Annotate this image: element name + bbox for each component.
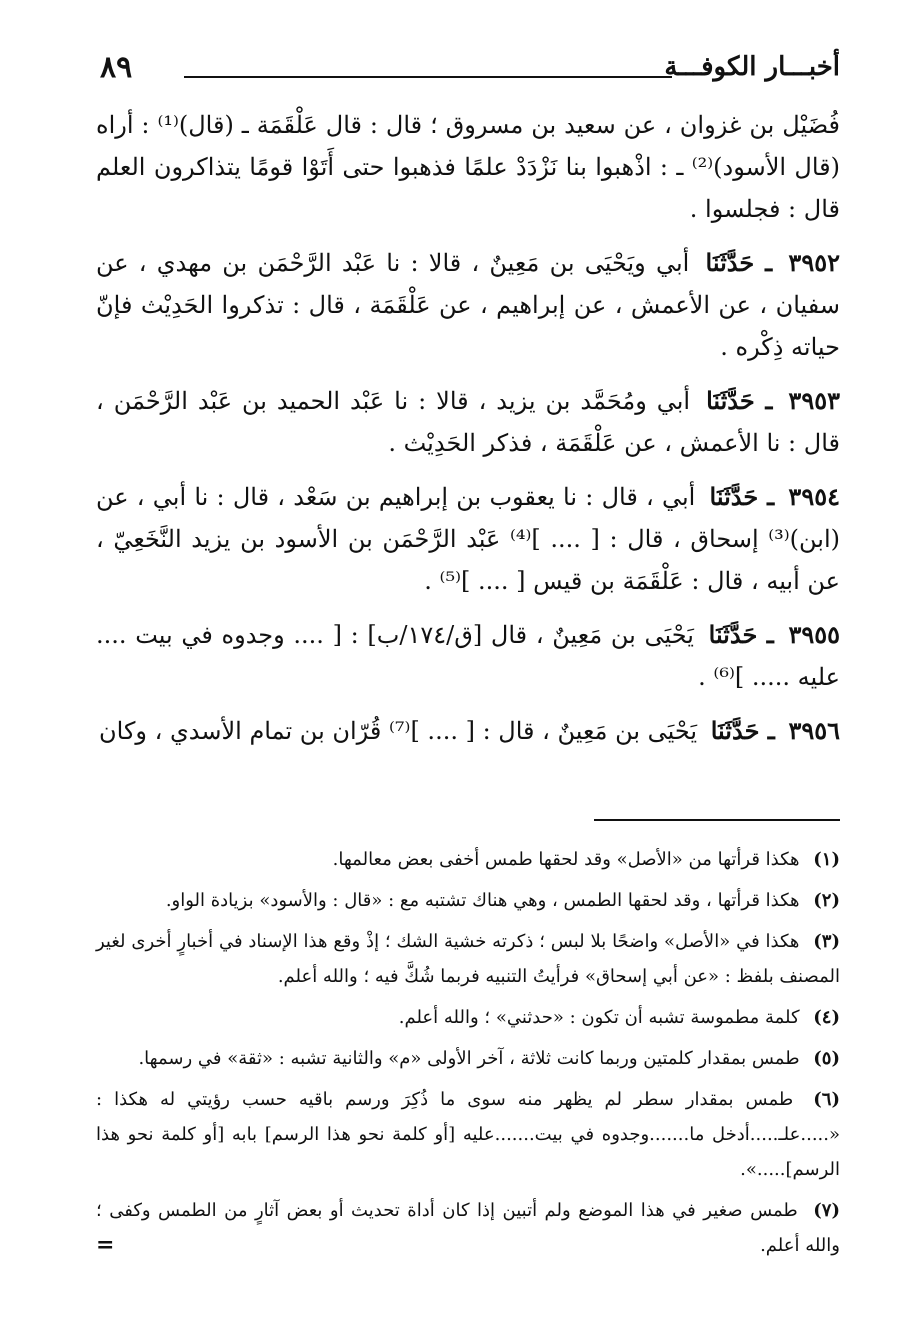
- footnote: [96, 883, 840, 918]
- main-text: [96, 104, 840, 764]
- footnote-number: (٦): [813, 1089, 840, 1110]
- hadith-number: ٣٩٥٣: [788, 386, 840, 415]
- footnote-number: (٧): [813, 1200, 840, 1221]
- hadith-3956: [96, 710, 840, 752]
- footnote-text: هكذا قرأتها ، وقد لحقها الطمس ، وهي هناك تشتبه مع : «قال : والأسود» بزيادة الواو.: [165, 890, 800, 911]
- footnote-number: (٤): [813, 1007, 840, 1028]
- footnote-number: (٥): [813, 1048, 840, 1069]
- hadith-keyword: ـ حَدَّثَنَا: [710, 716, 775, 745]
- footnote-text: طمس بمقدار كلمتين وربما كانت ثلاثة ، آخر الأولى «م» والثانية تشبه : «ثقة» في رسمها.: [138, 1048, 800, 1069]
- hadith-3953: [96, 380, 840, 464]
- footnote-text: طمس بمقدار سطر لم يظهر منه سوى ما ذُكِرَ ورسم باقيه حسب رؤيتي له هكذا : «.....علـ.....أدخل ما.......وجدوه في بيت.......عليه [أو كلمة نحو هذا الرسم] بابه [أو كلمة نحو هذا الرسم].....».: [96, 1089, 840, 1180]
- footnote-number: (١): [813, 849, 840, 870]
- page-number: ٨٩: [100, 50, 133, 85]
- hadith-number: ٣٩٥٥: [788, 620, 840, 649]
- footnote: [96, 842, 840, 877]
- running-title: أخبـــار الكوفـــة: [664, 52, 840, 82]
- hadith-text: أبي ومُحَمَّد بن يزيد ، قالا : نا عَبْد الحميد بن عَبْد الرَّحْمَن ، قال : نا الأعمش ، عن عَلْقَمَة ، فذكر الحَدِيْث .: [96, 387, 840, 457]
- footnote-text: هكذا قرأتها من «الأصل» وقد لحقها طمس أخفى بعض معالمها.: [332, 849, 800, 870]
- footnote-number: (٢): [813, 890, 840, 911]
- hadith-text: يَحْيَى بن مَعِينٌ ، قال : [ .... ]⁽⁷⁾ قُرّان بن تمام الأسدي ، وكان: [99, 717, 698, 745]
- hadith-text: أبي ويَحْيَى بن مَعِينٌ ، قالا : نا عَبْد الرَّحْمَن بن مهدي ، عن سفيان ، عن الأعمش ، عن إبراهيم ، عن عَلْقَمَة ، قال : تذكروا الحَدِيْث فإنّ حياته ذِكْره .: [96, 249, 840, 361]
- footnote: [96, 1193, 840, 1263]
- hadith-keyword: ـ حَدَّثَنَا: [705, 248, 773, 277]
- footnote: [96, 1000, 840, 1035]
- hadith-number: ٣٩٥٦: [788, 716, 840, 745]
- footnote-text: هكذا في «الأصل» واضحًا بلا لبس ؛ ذكرته خشية الشك ؛ إذْ وقع هذا الإسناد في أخبارٍ أخرى لغير المصنف بلفظ : «عن أبي إسحاق» فرأيتُ التنبيه فربما شُكَّ فيه ؛ والله أعلم.: [96, 931, 840, 987]
- footnote-text: طمس صغير في هذا الموضع ولم أتبين إذا كان أداة تحديث أو بعض آثارٍ من الطمس وكفى ؛ والله أعلم.: [96, 1200, 840, 1256]
- hadith-keyword: ـ حَدَّثَنَا: [706, 386, 773, 415]
- continuation-mark: =: [96, 1232, 115, 1258]
- header-rule: [184, 76, 672, 78]
- footnote-text: كلمة مطموسة تشبه أن تكون : «حدثني» ؛ والله أعلم.: [398, 1007, 800, 1028]
- footnote-number: (٣): [813, 931, 840, 952]
- footnote-rule: [594, 819, 840, 821]
- hadith-3955: [96, 614, 840, 698]
- paragraph-text: فُضَيْل بن غزوان ، عن سعيد بن مسروق ؛ قال : قال عَلْقَمَة ـ (قال)⁽¹⁾ : أراه (قال الأسود)⁽²⁾ ـ : اذْهبوا بنا نَزْدَدْ علمًا فذهبوا حتى أَتَوْا قومًا يتذاكرون العلم قال : فجلسوا .: [96, 111, 840, 223]
- footnote: [96, 1082, 840, 1187]
- hadith-number: ٣٩٥٤: [788, 482, 840, 511]
- hadith-3954: [96, 476, 840, 602]
- footnotes: [96, 842, 840, 1269]
- footnote: [96, 1041, 840, 1076]
- hadith-text: أبي ، قال : نا يعقوب بن إبراهيم بن سَعْد ، قال : نا أبي ، عن (ابن)⁽³⁾ إسحاق ، قال : [ .... ]⁽⁴⁾ عَبْد الرَّحْمَن بن الأسود بن يزيد النَّخَعِيّ ، عن أبيه ، قال : عَلْقَمَة بن قيس [ .... ]⁽⁵⁾ .: [96, 483, 840, 595]
- paragraph-continuation: [96, 104, 840, 230]
- page-header: [92, 44, 840, 94]
- hadith-text: يَحْيَى بن مَعِينٌ ، قال [ق/١٧٤/ب] : [ .... وجدوه في بيت .... عليه ..... ]⁽⁶⁾ .: [96, 621, 840, 691]
- hadith-keyword: ـ حَدَّثَنَا: [708, 620, 774, 649]
- hadith-3952: [96, 242, 840, 368]
- hadith-keyword: ـ حَدَّثَنَا: [709, 482, 775, 511]
- hadith-number: ٣٩٥٢: [788, 248, 840, 277]
- footnote: [96, 924, 840, 994]
